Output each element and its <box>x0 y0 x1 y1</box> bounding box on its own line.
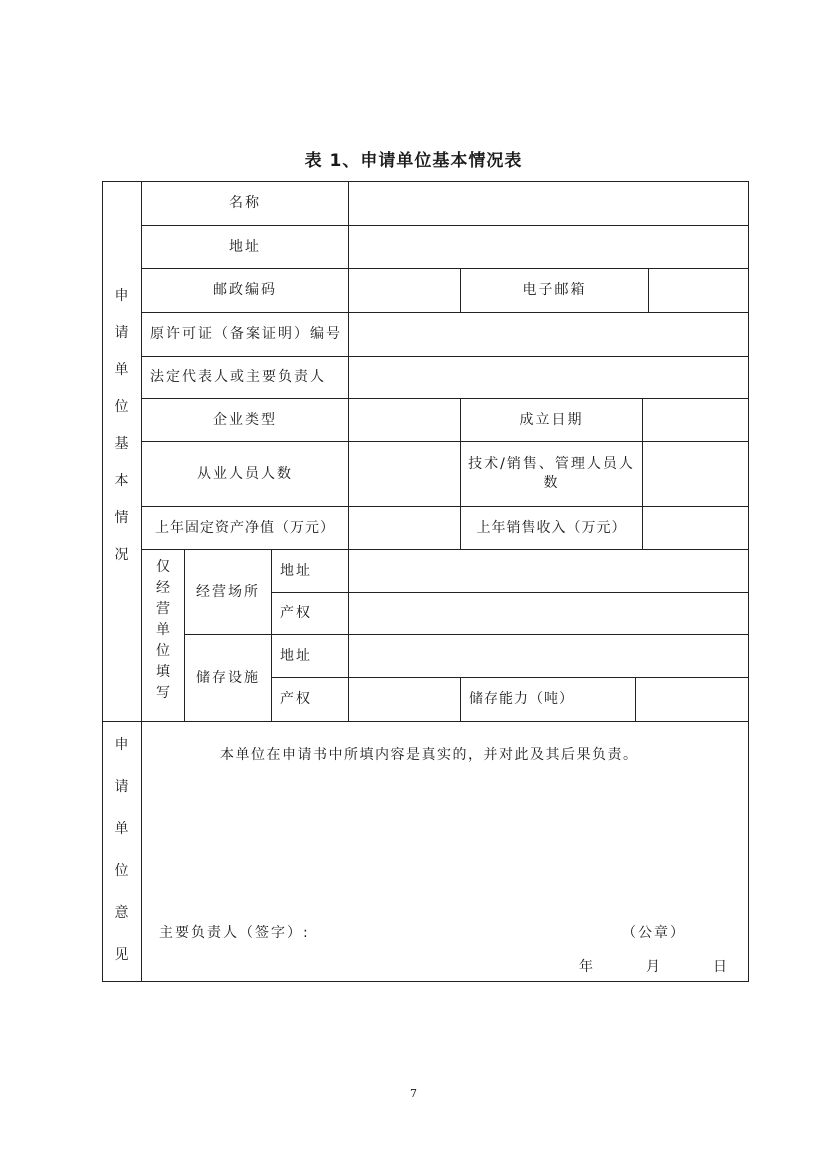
signer-label: 主要负责人（签字）: <box>159 925 310 941</box>
premises-address-label: 地址 <box>280 562 312 579</box>
storage-property-label: 产权 <box>280 691 312 708</box>
page-number: 7 <box>410 1087 417 1100</box>
page-title: 表 1、申请单位基本情况表 <box>304 151 523 171</box>
month-label: 月 <box>646 959 662 975</box>
seal-label: （公章） <box>622 925 686 941</box>
sales-revenue-field[interactable] <box>643 507 748 549</box>
tech-staff-count-label: 技术/销售、管理人员人数 <box>468 456 635 491</box>
sales-revenue-label: 上年销售收入（万元） <box>476 519 627 536</box>
company-type-field[interactable] <box>349 399 460 441</box>
postcode-label: 邮政编码 <box>213 282 277 299</box>
staff-count-field[interactable] <box>349 442 460 506</box>
founded-date-field[interactable] <box>643 399 748 441</box>
year-label: 年 <box>579 959 595 975</box>
declaration-statement: 本单位在申请书中所填内容是真实的，并对此及其后果负责。 <box>220 747 639 763</box>
fixed-assets-label: 上年固定资产净值（万元） <box>155 519 335 536</box>
storage-facility-label: 储存设施 <box>196 669 260 686</box>
legal-representative-label: 法定代表人或主要负责人 <box>150 369 326 386</box>
section-opinion-label: 申 请 单 位 意 见 <box>114 737 129 963</box>
storage-capacity-label: 储存能力（吨） <box>469 691 574 708</box>
application-form-table <box>102 181 749 982</box>
address-field[interactable] <box>349 226 748 268</box>
section-basic-info-label: 申 请 单 位 基 本 情 况 <box>114 288 129 563</box>
premises-address-field[interactable] <box>349 550 748 592</box>
storage-address-field[interactable] <box>349 635 748 677</box>
name-field[interactable] <box>349 182 748 225</box>
premises-property-field[interactable] <box>349 593 748 634</box>
day-label: 日 <box>713 959 729 975</box>
name-label: 名称 <box>229 195 261 212</box>
company-type-label: 企业类型 <box>213 411 277 428</box>
storage-capacity-field[interactable] <box>636 678 748 721</box>
storage-property-field[interactable] <box>349 678 460 721</box>
postcode-field[interactable] <box>349 269 460 312</box>
legal-representative-field[interactable] <box>349 357 748 398</box>
license-number-label: 原许可证（备案证明）编号 <box>150 326 342 343</box>
email-label: 电子邮箱 <box>522 282 587 299</box>
business-only-label: 仅 经 营 单 位 填 写 <box>156 559 170 701</box>
founded-date-label: 成立日期 <box>519 411 584 428</box>
staff-count-label: 从业人员人数 <box>197 465 293 482</box>
tech-staff-count-field[interactable] <box>643 442 748 506</box>
premises-property-label: 产权 <box>280 605 312 622</box>
storage-address-label: 地址 <box>280 647 312 664</box>
email-field[interactable] <box>649 269 748 312</box>
fixed-assets-field[interactable] <box>349 507 460 549</box>
address-label: 地址 <box>229 238 261 255</box>
premises-label: 经营场所 <box>196 583 260 600</box>
license-number-field[interactable] <box>349 313 748 356</box>
